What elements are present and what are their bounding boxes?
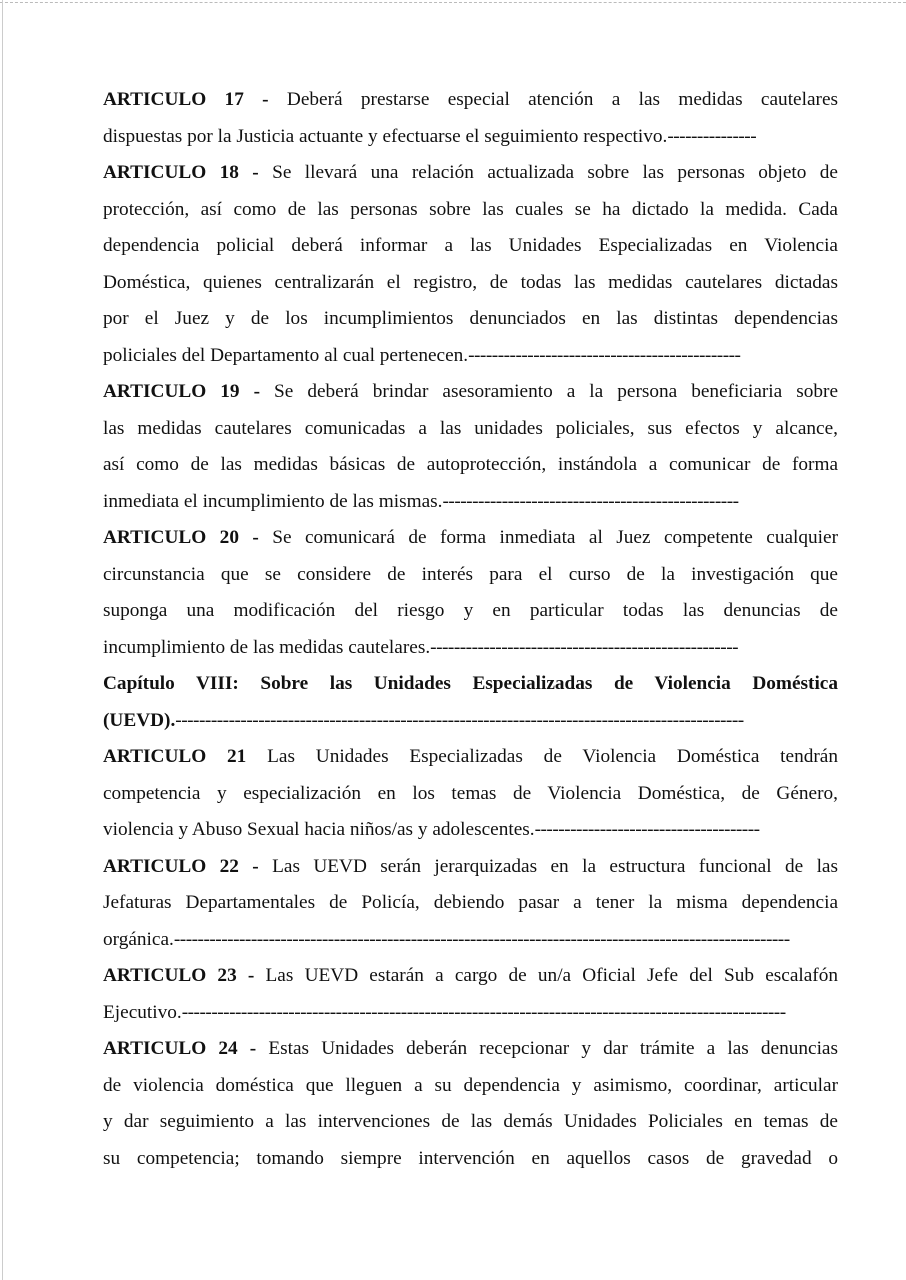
dash-filler: ---------------------------------------------- — [468, 344, 741, 366]
line-text — [103, 119, 667, 156]
dash-filler: ---------------------------------------------------- — [430, 636, 739, 658]
body-text: Las Unidades Especializadas de Violencia Doméstica tendrán — [267, 746, 838, 767]
body-text: y dar seguimiento a las intervenciones de las demás Unidades Policiales en temas de — [103, 1111, 838, 1132]
text-line — [103, 849, 838, 886]
body-text: las medidas cautelares comunicadas a las unidades policiales, sus efectos y alcance, — [103, 417, 838, 439]
text-line — [103, 1068, 838, 1105]
dash-filler: -------------------------------------- — [534, 819, 760, 840]
body-text: dispuestas por la Justicia actuante y efectuarse el seguimiento respectivo. — [103, 125, 668, 147]
text-line — [103, 703, 838, 740]
body-text: suponga una modificación del riesgo y en particular todas las denuncias de — [103, 600, 838, 621]
dash-filler: -------------------------------------------------- — [442, 490, 739, 512]
article-heading: ARTICULO 18 - — [103, 162, 273, 183]
text-line — [103, 119, 838, 156]
scan-top-edge — [0, 2, 906, 3]
line-text — [103, 703, 175, 740]
article-heading: ARTICULO 23 - — [103, 965, 266, 986]
article-heading: ARTICULO 21 — [103, 746, 268, 767]
text-line — [103, 447, 838, 484]
text-line — [103, 885, 838, 922]
body-text: Se llevará una relación actualizada sobre las personas objeto de — [272, 162, 838, 183]
body-text: de violencia doméstica que lleguen a su dependencia y asimismo, coordinar, articular — [103, 1074, 838, 1096]
body-text: orgánica. — [103, 928, 174, 950]
body-text: incumplimiento de las medidas cautelares. — [103, 636, 431, 658]
text-line — [103, 1141, 838, 1178]
text-line — [103, 630, 838, 667]
body-text: policiales del Departamento al cual pertenecen. — [103, 344, 469, 366]
article-heading: ARTICULO 24 - — [103, 1038, 269, 1059]
dash-filler: --------------- — [667, 125, 757, 147]
document-body — [103, 82, 838, 1177]
text-line — [103, 338, 838, 375]
article-heading: (UEVD). — [103, 709, 176, 731]
dash-filler: ------------------------------------------------------------------------------------------------ — [175, 709, 744, 731]
paragraph — [103, 520, 838, 666]
line-text — [103, 995, 182, 1032]
text-line — [103, 739, 838, 776]
paragraph — [103, 1031, 838, 1177]
body-text: Se comunicará de forma inmediata al Juez competente cualquier — [272, 527, 839, 548]
line-text — [103, 812, 535, 849]
line-text — [103, 484, 443, 521]
text-line — [103, 557, 838, 594]
body-text: violencia y Abuso Sexual hacia niños/as y adolescentes. — [103, 819, 535, 840]
text-line — [103, 155, 838, 192]
body-text: dependencia policial deberá informar a las Unidades Especializadas en Violencia — [103, 235, 838, 256]
text-line — [103, 520, 838, 557]
text-line — [103, 82, 838, 119]
text-line — [103, 192, 838, 229]
paragraph — [103, 739, 838, 849]
paragraph — [103, 666, 838, 739]
text-line — [103, 228, 838, 265]
line-text — [103, 922, 174, 959]
article-heading: ARTICULO 19 - — [103, 381, 275, 402]
body-text: Las UEVD serán jerarquizadas en la estructura funcional de las — [272, 855, 838, 877]
body-text: Doméstica, quienes centralizarán el registro, de todas las medidas cautelares dictadas — [103, 271, 838, 293]
body-text: Jefaturas Departamentales de Policía, debiendo pasar a tener la misma dependencia — [103, 892, 838, 913]
text-line — [103, 374, 838, 411]
text-line — [103, 411, 838, 448]
text-line — [103, 922, 838, 959]
text-line — [103, 593, 838, 630]
text-line — [103, 1031, 838, 1068]
body-text: protección, así como de las personas sobre las cuales se ha dictado la medida. Cada — [103, 198, 838, 220]
line-text — [103, 630, 430, 667]
text-line — [103, 776, 838, 813]
body-text: Se deberá brindar asesoramiento a la persona beneficiaria sobre — [274, 381, 839, 402]
scan-left-edge — [2, 0, 3, 1280]
text-line — [103, 995, 838, 1032]
text-line — [103, 958, 838, 995]
paragraph — [103, 374, 838, 520]
body-text: inmediata el incumplimiento de las mismas. — [103, 490, 443, 512]
text-line — [103, 666, 838, 703]
text-line — [103, 301, 838, 338]
body-text: así como de las medidas básicas de autoprotección, instándola a comunicar de forma — [103, 454, 838, 475]
article-heading: ARTICULO 22 - — [103, 855, 273, 877]
body-text: Ejecutivo. — [103, 1001, 182, 1023]
article-heading: Capítulo VIII: Sobre las Unidades Especializadas de Violencia Doméstica — [103, 673, 838, 694]
dash-filler: -------------------------------------------------------------------------------------------------------- — [173, 928, 790, 950]
body-text: competencia y especialización en los temas de Violencia Doméstica, de Género, — [103, 782, 838, 804]
article-heading: ARTICULO 17 - — [103, 89, 287, 110]
body-text: circunstancia que se considere de interés para el curso de la investigación que — [103, 563, 838, 585]
article-heading: ARTICULO 20 - — [103, 527, 273, 548]
body-text: por el Juez y de los incumplimientos denunciados en las distintas dependencias — [103, 308, 838, 329]
paragraph — [103, 82, 838, 155]
body-text: Las UEVD estarán a cargo de un/a Oficial Jefe del Sub escalafón — [265, 965, 839, 986]
text-line — [103, 812, 838, 849]
paragraph — [103, 155, 838, 374]
paragraph — [103, 849, 838, 959]
text-line — [103, 484, 838, 521]
line-text — [103, 338, 468, 375]
body-text: Deberá prestarse especial atención a las medidas cautelares — [286, 89, 839, 110]
paragraph — [103, 958, 838, 1031]
body-text: Estas Unidades deberán recepcionar y dar trámite a las denuncias — [268, 1038, 838, 1059]
text-line — [103, 265, 838, 302]
dash-filler: ------------------------------------------------------------------------------------------------------ — [181, 1001, 786, 1023]
body-text: su competencia; tomando siempre intervención en aquellos casos de gravedad o — [103, 1147, 838, 1169]
text-line — [103, 1104, 838, 1141]
